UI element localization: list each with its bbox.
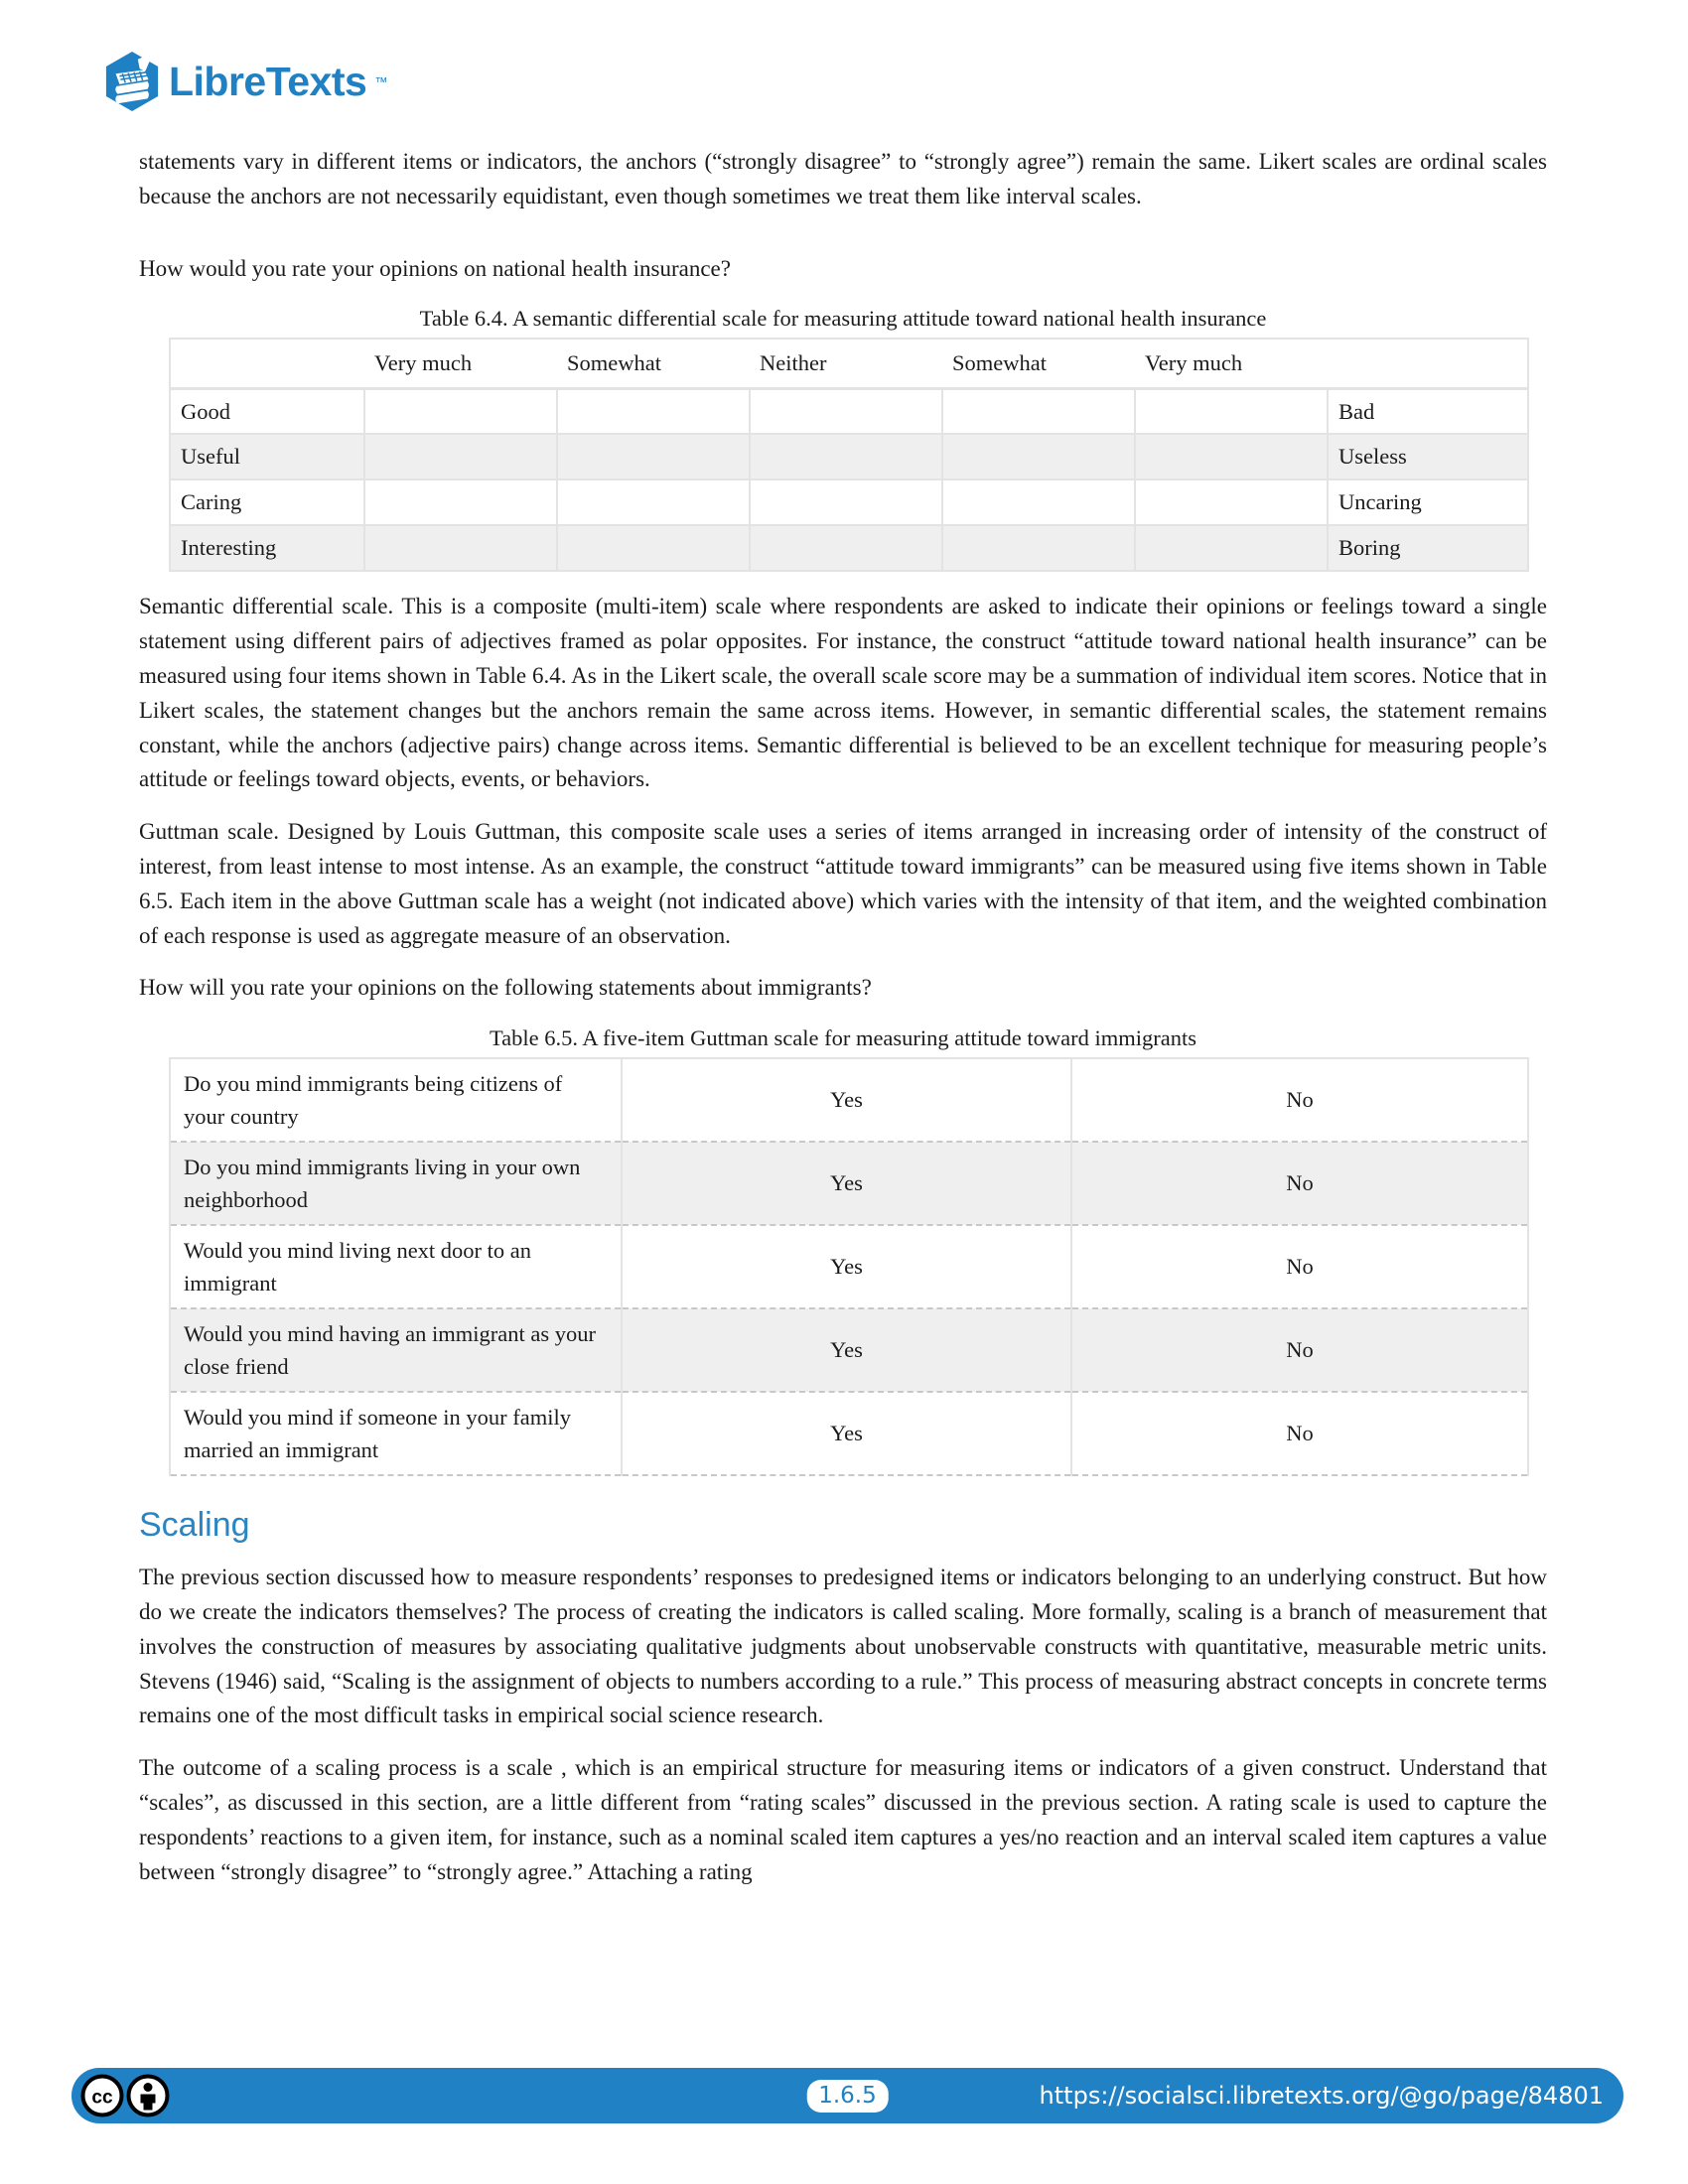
- semantic-differential-paragraph: Semantic differential scale. This is a composite (multi-item) scale where respondents are asked to indicate their opinions or feelings toward a single statement using different pairs of adjectives framed as polar opposites. For instance, the construct “attitude toward national health insurance” can be measured using four items shown in Table 6.4. As in the Likert scale, the overall scale score may be a summation of individual item scores. Notice that in Likert scales, the statement changes but the anchors remain the same across items. However, in semantic differential scales, the statement remains constant, while the anchors (adjective pairs) change across items. Semantic differential is believed to be an excellent technique for measuring people’s attitude or feelings toward objects, events, or behaviors.: [139, 594, 1547, 792]
- svg-text:cc: cc: [91, 2087, 113, 2109]
- yes-option[interactable]: Yes: [622, 1058, 1071, 1142]
- rating-cell[interactable]: [750, 479, 942, 525]
- adjective-right: Useless: [1328, 434, 1528, 479]
- table-6-5-caption: Table 6.5. A five-item Guttman scale for measuring attitude toward immigrants: [490, 1025, 1196, 1051]
- rating-cell[interactable]: [942, 434, 1135, 479]
- yes-option[interactable]: Yes: [622, 1225, 1071, 1308]
- header-empty-right: [1328, 339, 1528, 388]
- rating-cell[interactable]: [557, 525, 750, 571]
- header-anchor: Neither: [750, 339, 942, 388]
- intro-paragraph: statements vary in different items or indicators, the anchors (“strongly disagree” to “strongly agree”) remain the same. Likert scales are ordinal scales because the anchors are not necessarily equidistant, even though sometimes we treat them like interval scales.: [139, 149, 1547, 208]
- rating-cell[interactable]: [750, 388, 942, 434]
- adjective-right: Bad: [1328, 388, 1528, 434]
- header-anchor: Very much: [364, 339, 557, 388]
- rating-cell[interactable]: [1135, 434, 1328, 479]
- header-anchor: Somewhat: [942, 339, 1135, 388]
- guttman-question: Would you mind living next door to an immigrant: [170, 1225, 622, 1308]
- rating-cell[interactable]: [750, 525, 942, 571]
- table-row: [170, 388, 1528, 434]
- rating-cell[interactable]: [1135, 388, 1328, 434]
- rating-cell[interactable]: [1135, 525, 1328, 571]
- table-6-4-wrapper: [169, 338, 1527, 572]
- table-6-5-wrapper: [169, 1057, 1527, 1476]
- rating-cell[interactable]: [750, 434, 942, 479]
- scaling-paragraph-2: The outcome of a scaling process is a scale , which is an empirical structure for measuring items or indicators of a given construct. Understand that “scales”, as discussed in this section, are a little different from “rating scales” discussed in the previous section. A rating scale is used to capture the respondents’ reactions to a given item, for instance, such as a nominal scaled item captures a yes/no reaction and an interval scaled item captures a value between “strongly disagree” to “strongly agree.” Attaching a rating: [139, 1755, 1547, 1884]
- rating-cell[interactable]: [364, 479, 557, 525]
- rating-cell[interactable]: [942, 479, 1135, 525]
- guttman-question: Would you mind if someone in your family married an immigrant: [170, 1392, 622, 1475]
- table-row: [170, 525, 1528, 571]
- rating-cell[interactable]: [1135, 479, 1328, 525]
- cc-icon[interactable]: [80, 2074, 124, 2117]
- libretexts-hexagon-icon: [103, 50, 161, 113]
- rating-cell[interactable]: [557, 479, 750, 525]
- adjective-right: Uncaring: [1328, 479, 1528, 525]
- question-health-insurance: How would you rate your opinions on national health insurance?: [139, 255, 731, 281]
- rating-cell[interactable]: [942, 388, 1135, 434]
- cc-by-person-icon[interactable]: [126, 2074, 170, 2117]
- no-option[interactable]: No: [1071, 1392, 1528, 1475]
- guttman-paragraph: Guttman scale. Designed by Louis Guttman, this composite scale uses a series of items arranged in increasing order of intensity of the construct of interest, from least intense to most intense. As an example, the construct “attitude toward immigrants” can be measured using five items shown in Table 6.5. Each item in the above Guttman scale has a weight (not indicated above) which varies with the intensity of that item, and the weighted combination of each response is used as aggregate measure of an observation.: [139, 819, 1547, 948]
- no-option[interactable]: No: [1071, 1308, 1528, 1392]
- no-option[interactable]: No: [1071, 1142, 1528, 1225]
- license-icons: [80, 2074, 170, 2117]
- table-6-4-caption: Table 6.4. A semantic differential scale for measuring attitude toward national health insurance: [419, 306, 1267, 332]
- rating-cell[interactable]: [557, 388, 750, 434]
- trademark-symbol: ™: [374, 73, 388, 89]
- header-empty-left: [170, 339, 364, 388]
- semantic-differential-table: [169, 338, 1529, 572]
- question-immigrants: How will you rate your opinions on the following statements about immigrants?: [139, 975, 872, 1001]
- guttman-scale-table: [169, 1057, 1529, 1476]
- header-anchor: Somewhat: [557, 339, 750, 388]
- guttman-question: Would you mind having an immigrant as your close friend: [170, 1308, 622, 1392]
- adjective-left: Good: [170, 388, 364, 434]
- table-header-row: [170, 339, 1528, 388]
- header-anchor: Very much: [1135, 339, 1328, 388]
- scaling-paragraph-1: The previous section discussed how to measure respondents’ responses to predesigned items or indicators belonging to an underlying construct. But how do we create the indicators themselves? The process of creating the indicators is called scaling. More formally, scaling is a branch of measurement that involves the construction of measures by associating qualitative judgments about unobservable constructs with quantitative, measurable metric units. Stevens (1946) said, “Scaling is the assignment of objects to numbers according to a rule.” This process of measuring abstract concepts in concrete terms remains one of the most difficult tasks in empirical social science research.: [139, 1565, 1547, 1728]
- adjective-right: Boring: [1328, 525, 1528, 571]
- page-header: [0, 0, 1688, 117]
- table-row: [170, 1142, 1528, 1225]
- yes-option[interactable]: Yes: [622, 1142, 1071, 1225]
- table-row: [170, 1225, 1528, 1308]
- guttman-question: Do you mind immigrants living in your own neighborhood: [170, 1142, 622, 1225]
- adjective-left: Useful: [170, 434, 364, 479]
- rating-cell[interactable]: [557, 434, 750, 479]
- no-option[interactable]: No: [1071, 1225, 1528, 1308]
- yes-option[interactable]: Yes: [622, 1392, 1071, 1475]
- table-row: [170, 1392, 1528, 1475]
- libretexts-logo[interactable]: [103, 50, 1688, 113]
- page-version-badge[interactable]: 1.6.5: [806, 2080, 889, 2113]
- rating-cell[interactable]: [364, 388, 557, 434]
- table-row: [170, 1308, 1528, 1392]
- libretexts-wordmark: LibreTexts: [169, 58, 367, 104]
- page-content: [0, 145, 1688, 1889]
- rating-cell[interactable]: [364, 434, 557, 479]
- table-row: [170, 479, 1528, 525]
- adjective-left: Interesting: [170, 525, 364, 571]
- scaling-section-heading: Scaling: [139, 1506, 250, 1545]
- rating-cell[interactable]: [364, 525, 557, 571]
- footer-bar: [71, 2068, 1623, 2123]
- yes-option[interactable]: Yes: [622, 1308, 1071, 1392]
- rating-cell[interactable]: [942, 525, 1135, 571]
- table-row: [170, 434, 1528, 479]
- table-row: [170, 1058, 1528, 1142]
- adjective-left: Caring: [170, 479, 364, 525]
- footer-page-url[interactable]: https://socialsci.libretexts.org/@go/page/84801: [1039, 2082, 1604, 2110]
- guttman-question: Do you mind immigrants being citizens of your country: [170, 1058, 622, 1142]
- no-option[interactable]: No: [1071, 1058, 1528, 1142]
